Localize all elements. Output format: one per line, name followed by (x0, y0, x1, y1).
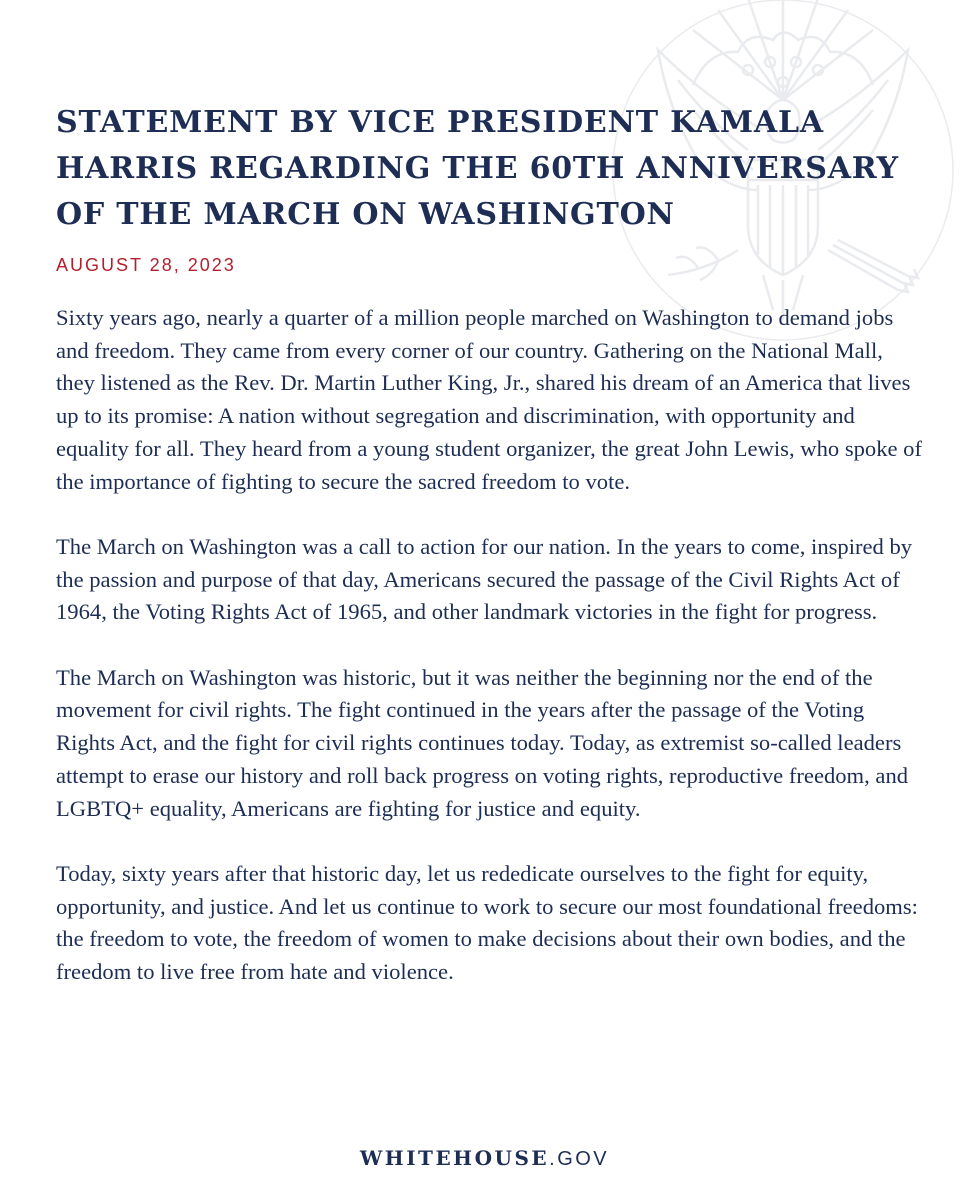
statement-title: STATEMENT BY VICE PRESIDENT KAMALA HARRIS REGARDING THE 60TH ANNIVERSARY OF THE MARCH ON WASHINGTON (56, 105, 899, 232)
footer-site-name: WHITEHOUSE (359, 1146, 550, 1170)
footer-site-url (0, 1146, 969, 1171)
statement-paragraph: Today, sixty years after that historic day, let us rededicate ourselves to the fight for equity, opportunity, and justice. And let us continue to work to secure our most foundational freedoms: the freedom to vote, the freedom of women to make decisions about their own bodies, and the freedom to live free from hate and violence. (56, 860, 918, 985)
statement-paragraph: The March on Washington was a call to action for our nation. In the years to come, inspired by the passion and purpose of that day, Americans secured the passage of the Civil Rights Act of 1964, the Voting Rights Act of 1965, and other landmark victories in the fight for progress. (56, 533, 913, 625)
statement-body (56, 302, 926, 1021)
footer-site-tld: .GOV (549, 1148, 610, 1170)
statement-paragraph: Sixty years ago, nearly a quarter of a million people marched on Washington to demand jobs and freedom. They came from every corner of our country. Gathering on the National Mall, they listened as the Rev. Dr. Martin Luther King, Jr., shared his dream of an America that lives up to its promise: A nation without segregation and discrimination, with opportunity and equality for all. They heard from a young student organizer, the great John Lewis, who spoke of the importance of fighting to secure the sacred freedom to vote. (56, 305, 922, 494)
statement-paragraph: The March on Washington was historic, but it was neither the beginning nor the end of the movement for civil rights. The fight continued in the years after the passage of the Voting Rights Act, and the fight for civil rights continues today. Today, as extremist so-called leaders attempt to erase our history and roll back progress on voting rights, reproductive freedom, and LGBTQ+ equality, Americans are fighting for justice and equity. (56, 664, 909, 821)
statement-date: AUGUST 28, 2023 (56, 255, 236, 275)
